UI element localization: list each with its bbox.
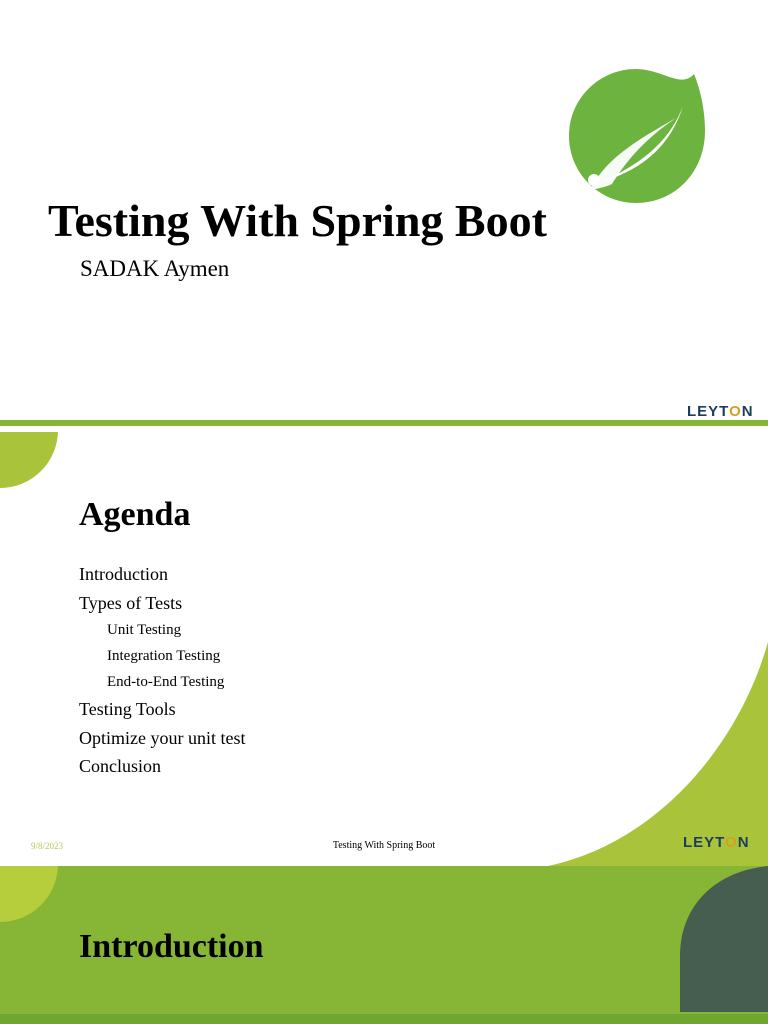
author-name: SADAK Aymen (80, 256, 230, 281)
spring-leaf-icon (566, 66, 706, 206)
corner-circle-decoration (0, 866, 58, 922)
footer-title: Testing With Spring Boot (332, 840, 436, 851)
slide-title: Testing With Spring Boot (48, 195, 547, 246)
agenda-item: Optimize your unit test (79, 727, 246, 748)
agenda-subitem: Unit Testing (107, 622, 182, 638)
agenda-subitem: Integration Testing (107, 648, 221, 664)
leyton-logo-text-end: N (741, 403, 754, 420)
dark-leaf-decoration (680, 866, 768, 1012)
bottom-bar (0, 1014, 768, 1024)
agenda-heading: Agenda (79, 496, 191, 533)
leyton-logo-o: O (725, 834, 738, 851)
agenda-item: Types of Tests (79, 592, 183, 613)
agenda-item: Conclusion (79, 756, 162, 776)
leyton-logo-text: LEYT (683, 834, 726, 851)
agenda-list (79, 560, 245, 781)
title-slide (0, 0, 768, 426)
leyton-logo (687, 403, 754, 420)
leyton-logo (683, 834, 750, 851)
leyton-logo-text: LEYT (687, 403, 730, 420)
section-heading: Introduction (79, 928, 264, 965)
agenda-item: Testing Tools (79, 699, 176, 719)
intro-slide (0, 866, 768, 1024)
leyton-logo-text-end: N (737, 834, 750, 851)
agenda-item: Introduction (79, 564, 168, 584)
leyton-logo-o: O (729, 403, 742, 420)
agenda-subitem: End-to-End Testing (107, 674, 225, 690)
title-divider-bar (0, 420, 768, 426)
footer-date: 9/8/2023 (31, 841, 64, 851)
agenda-slide (0, 432, 768, 866)
